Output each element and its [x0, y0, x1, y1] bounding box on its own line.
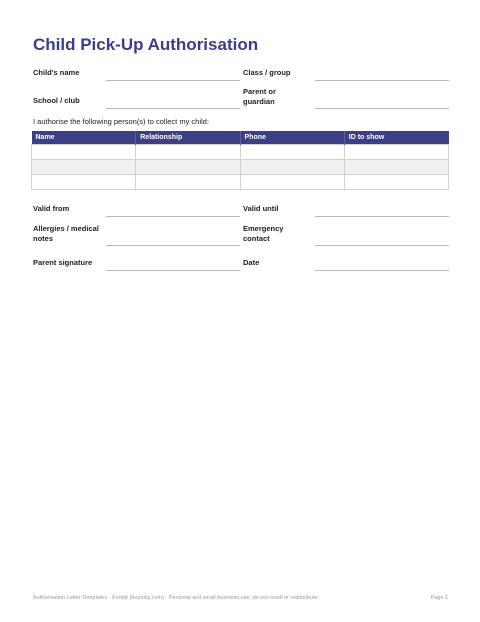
- valid-from-label: Valid from: [33, 204, 70, 213]
- cell-relationship[interactable]: [136, 160, 240, 175]
- valid-until-label: Valid until: [243, 204, 279, 213]
- cell-phone[interactable]: [240, 160, 344, 175]
- parent-guardian-label: Parent or guardian: [243, 87, 276, 106]
- cell-phone[interactable]: [240, 145, 344, 160]
- date-line[interactable]: [315, 270, 449, 271]
- authorised-persons-table: [31, 131, 449, 190]
- allergies-line[interactable]: [106, 245, 240, 246]
- valid-until-line[interactable]: [315, 216, 449, 217]
- header-name: Name: [32, 131, 136, 145]
- cell-relationship[interactable]: [136, 145, 240, 160]
- cell-name[interactable]: [32, 145, 136, 160]
- page-number: Page 1: [430, 595, 448, 601]
- cell-name[interactable]: [32, 175, 136, 190]
- allergies-label: Allergies / medical notes: [33, 224, 99, 243]
- table-row: [32, 145, 449, 160]
- cell-relationship[interactable]: [136, 175, 240, 190]
- valid-from-line[interactable]: [106, 216, 240, 217]
- authorisation-intro: I authorise the following person(s) to collect my child:: [33, 117, 209, 126]
- date-label: Date: [243, 258, 260, 267]
- cell-id-to-show[interactable]: [344, 175, 448, 190]
- child-name-line[interactable]: [106, 80, 240, 81]
- cell-id-to-show[interactable]: [344, 145, 448, 160]
- header-id-to-show: ID to show: [344, 131, 448, 145]
- emergency-contact-line[interactable]: [315, 245, 449, 246]
- table-header-row: [32, 131, 449, 145]
- cell-name[interactable]: [32, 160, 136, 175]
- header-relationship: Relationship: [136, 131, 240, 145]
- page-title: Child Pick-Up Authorisation: [33, 35, 259, 54]
- school-club-line[interactable]: [106, 108, 240, 109]
- parent-guardian-line[interactable]: [315, 108, 449, 109]
- child-name-label: Child's name: [33, 68, 80, 77]
- footer-text: Authorisation Letter Templates · Kedop (buytoby.com) · Personal and small-business use; do not resell or redistribute.: [33, 595, 320, 601]
- header-phone: Phone: [240, 131, 344, 145]
- cell-id-to-show[interactable]: [344, 160, 448, 175]
- parent-signature-label: Parent signature: [33, 258, 93, 267]
- emergency-contact-label: Emergency contact: [243, 224, 284, 243]
- table-row: [32, 175, 449, 190]
- school-club-label: School / club: [33, 96, 80, 105]
- class-group-line[interactable]: [315, 80, 449, 81]
- table-row: [32, 160, 449, 175]
- cell-phone[interactable]: [240, 175, 344, 190]
- class-group-label: Class / group: [243, 68, 291, 77]
- parent-signature-line[interactable]: [106, 270, 240, 271]
